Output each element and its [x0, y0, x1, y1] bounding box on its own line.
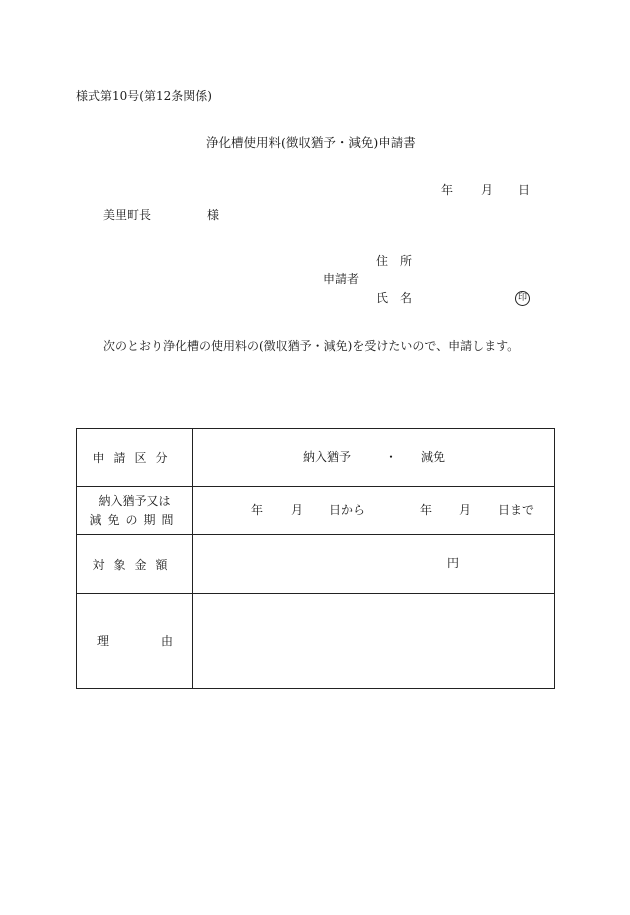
applicant-name-label: 氏 名 — [376, 291, 413, 305]
category-value-cell — [193, 429, 555, 487]
option-postponement: 納入猶予 — [303, 450, 352, 464]
to-year: 年 — [420, 503, 433, 517]
date-year-label: 年 — [441, 183, 454, 197]
category-label: 申請区分 — [92, 451, 177, 465]
amount-label-cell — [77, 535, 193, 594]
table-row-category — [77, 429, 555, 487]
form-number: 様式第10号(第12条関係) — [76, 89, 212, 103]
period-value-cell — [193, 487, 555, 535]
table-row-period — [77, 487, 555, 535]
option-reduction: 減免 — [421, 450, 446, 464]
applicant-label: 申請者 — [323, 272, 360, 286]
period-label-cell — [77, 487, 193, 535]
period-label-line1: 納入猶予又は — [98, 493, 171, 508]
amount-label: 対象金額 — [92, 557, 177, 572]
reason-label-cell — [77, 594, 193, 689]
form-title: 浄化槽使用料(徴収猶予・減免)申請書 — [206, 135, 416, 150]
body-text: 次のとおり浄化槽の使用料の(徴収猶予・減免)を受けたいので、申請します。 — [103, 339, 520, 353]
date-day-label: 日 — [518, 183, 531, 197]
option-separator: ・ — [385, 450, 398, 464]
from-month: 月 — [291, 503, 304, 517]
seal-mark — [515, 290, 530, 306]
to-month: 月 — [459, 503, 472, 517]
amount-value-cell — [193, 535, 555, 594]
category-label-cell — [77, 429, 193, 487]
to-day: 日まで — [498, 503, 535, 517]
period-label-line2: 減免の期間 — [89, 512, 180, 527]
from-year: 年 — [251, 503, 264, 517]
seal-icon: 印 — [515, 291, 530, 306]
table-row-amount — [77, 535, 555, 594]
addressee-honorific: 様 — [207, 208, 220, 222]
date-month-label: 月 — [481, 183, 494, 197]
addressee-name: 美里町長 — [103, 208, 152, 222]
from-day: 日から — [329, 503, 366, 517]
table-row-reason — [77, 594, 555, 689]
reason-label-right: 由 — [161, 634, 174, 648]
reason-value-cell — [193, 594, 555, 689]
reason-label-left: 理 — [97, 634, 110, 648]
applicant-address-label: 住 所 — [376, 254, 413, 268]
amount-unit: 円 — [447, 556, 460, 570]
application-table — [76, 428, 555, 689]
